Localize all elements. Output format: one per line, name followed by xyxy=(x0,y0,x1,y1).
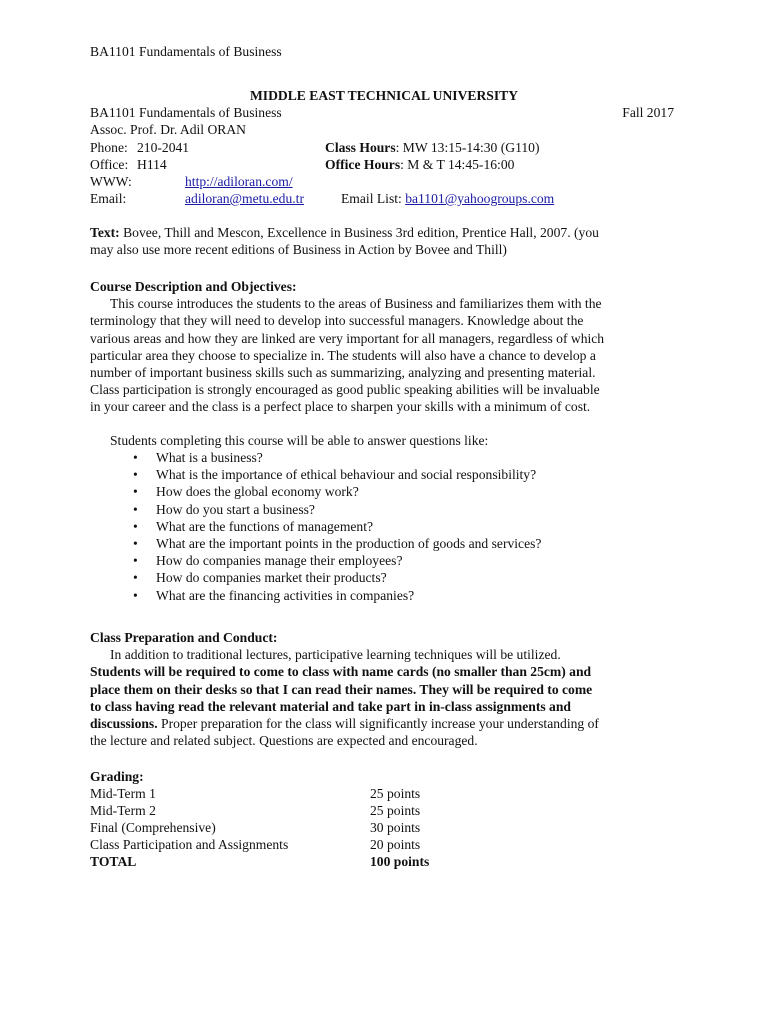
instructor-name: Assoc. Prof. Dr. Adil ORAN xyxy=(90,122,246,137)
question-text: How does the global economy work? xyxy=(156,484,359,500)
question-text: What is the importance of ethical behaviour and social responsibility? xyxy=(156,467,537,483)
term: Fall 2017 xyxy=(622,105,674,120)
course-title: BA1101 Fundamentals of Business xyxy=(90,105,282,120)
course-description-line: terminology that they will need to develop into successful managers. Knowledge about the xyxy=(90,313,584,329)
bullet-icon: • xyxy=(133,536,138,552)
preparation-bold-last: discussions. xyxy=(90,716,158,732)
website-link[interactable]: http://adiloran.com/ xyxy=(185,174,293,189)
phone-value: 210-2041 xyxy=(137,140,190,155)
phone-label: Phone: xyxy=(90,140,128,155)
total-points: 100 points xyxy=(370,854,430,869)
grading-points: 25 points xyxy=(370,803,421,818)
office-hours-label: Office Hours xyxy=(325,157,401,172)
course-description-line: particular area they choose to specialize in. The students will also have a chance to develop a xyxy=(90,347,596,363)
bullet-icon: • xyxy=(133,587,138,603)
running-header: BA1101 Fundamentals of Business xyxy=(90,44,282,59)
preparation-line: In addition to traditional lectures, participative learning techniques will be utilized. xyxy=(110,647,561,663)
course-description-line: Class participation is strongly encouraged as good public speaking abilities will be invaluable xyxy=(90,382,600,398)
bullet-icon: • xyxy=(133,484,138,500)
total-label: TOTAL xyxy=(90,854,137,869)
preparation-bold-line: Students will be required to come to class with name cards (no smaller than 25cm) and xyxy=(90,664,592,680)
grading-label: Mid-Term 1 xyxy=(90,786,156,801)
questions-intro-text: Students completing this course will be able to answer questions like: xyxy=(110,433,489,448)
preparation-line: the lecture and related subject. Questions are expected and encouraged. xyxy=(90,733,478,749)
course-description-line: This course introduces the students to the areas of Business and familiarizes them with the xyxy=(110,296,602,312)
class-hours-label: Class Hours xyxy=(325,140,396,155)
course-description-section xyxy=(90,278,680,416)
bullet-icon: • xyxy=(133,570,138,586)
grading-label: Final (Comprehensive) xyxy=(90,820,216,835)
bullet-icon: • xyxy=(133,467,138,483)
class-preparation-section xyxy=(90,629,680,749)
class-hours-value: : MW 13:15-14:30 (G110) xyxy=(395,140,540,155)
question-text: How do you start a business? xyxy=(156,501,315,517)
grading-points: 30 points xyxy=(370,820,421,835)
email-link[interactable]: adiloran@metu.edu.tr xyxy=(185,191,304,206)
grading-label: Class Participation and Assignments xyxy=(90,837,289,852)
question-text: What are the functions of management? xyxy=(156,518,374,534)
list-item xyxy=(90,501,541,518)
list-item xyxy=(90,449,541,466)
email-list-link[interactable]: ba1101@yahoogroups.com xyxy=(405,191,555,206)
bullet-icon: • xyxy=(133,518,138,534)
questions-intro xyxy=(90,432,680,449)
grading-label: Mid-Term 2 xyxy=(90,803,156,818)
text-line-1: Bovee, Thill and Mescon, Excellence in Business 3rd edition, Prentice Hall, 2007. (you xyxy=(119,225,599,240)
course-description-line: number of important business skills such as summarizing, analyzing and presenting material. xyxy=(90,365,596,381)
www-label: WWW: xyxy=(90,174,132,189)
preparation-after-bold: Proper preparation for the class will significantly increase your understanding of xyxy=(157,716,599,732)
bullet-icon: • xyxy=(133,501,138,517)
list-item xyxy=(90,518,541,535)
question-text: What is a business? xyxy=(156,450,263,465)
list-item xyxy=(90,587,541,604)
course-description-line: in your career and the class is a perfect place to sharpen your skills with a minimum of cost. xyxy=(90,399,591,415)
text-label: Text: xyxy=(90,225,120,240)
list-item xyxy=(90,483,541,500)
questions-list xyxy=(90,449,541,604)
grading-points: 20 points xyxy=(370,837,421,852)
bullet-icon: • xyxy=(133,553,138,569)
question-text: How do companies manage their employees? xyxy=(156,553,403,569)
list-item xyxy=(90,552,541,569)
grading-points: 25 points xyxy=(370,786,421,801)
question-text: What are the financing activities in companies? xyxy=(156,587,415,603)
email-label: Email: xyxy=(90,191,127,206)
list-item xyxy=(90,466,541,483)
bullet-icon: • xyxy=(133,450,138,465)
course-description-line: various areas and how they are linked are very important for all managers, regardless of which xyxy=(90,330,605,346)
list-item xyxy=(90,569,541,586)
preparation-bold-line: to class having read the relevant material and take part in in-class assignments and xyxy=(90,698,571,714)
office-label: Office: xyxy=(90,157,129,172)
university-title: MIDDLE EAST TECHNICAL UNIVERSITY xyxy=(249,88,519,103)
textbook-section xyxy=(90,224,680,258)
preparation-bold-line: place them on their desks so that I can read their names. They will be required to come xyxy=(90,681,593,697)
text-line-2: may also use more recent editions of Business in Action by Bovee and Thill) xyxy=(90,242,507,258)
class-preparation-heading: Class Preparation and Conduct: xyxy=(90,630,278,645)
grading-heading: Grading: xyxy=(90,769,144,784)
office-hours-value: : M & T 14:45-16:00 xyxy=(400,157,515,172)
office-value: H114 xyxy=(137,157,167,172)
email-list-label: Email List: xyxy=(341,191,406,206)
question-text: How do companies market their products? xyxy=(156,570,387,586)
question-text: What are the important points in the production of goods and services? xyxy=(156,536,542,552)
course-description-heading: Course Description and Objectives: xyxy=(90,279,297,294)
list-item xyxy=(90,535,541,552)
